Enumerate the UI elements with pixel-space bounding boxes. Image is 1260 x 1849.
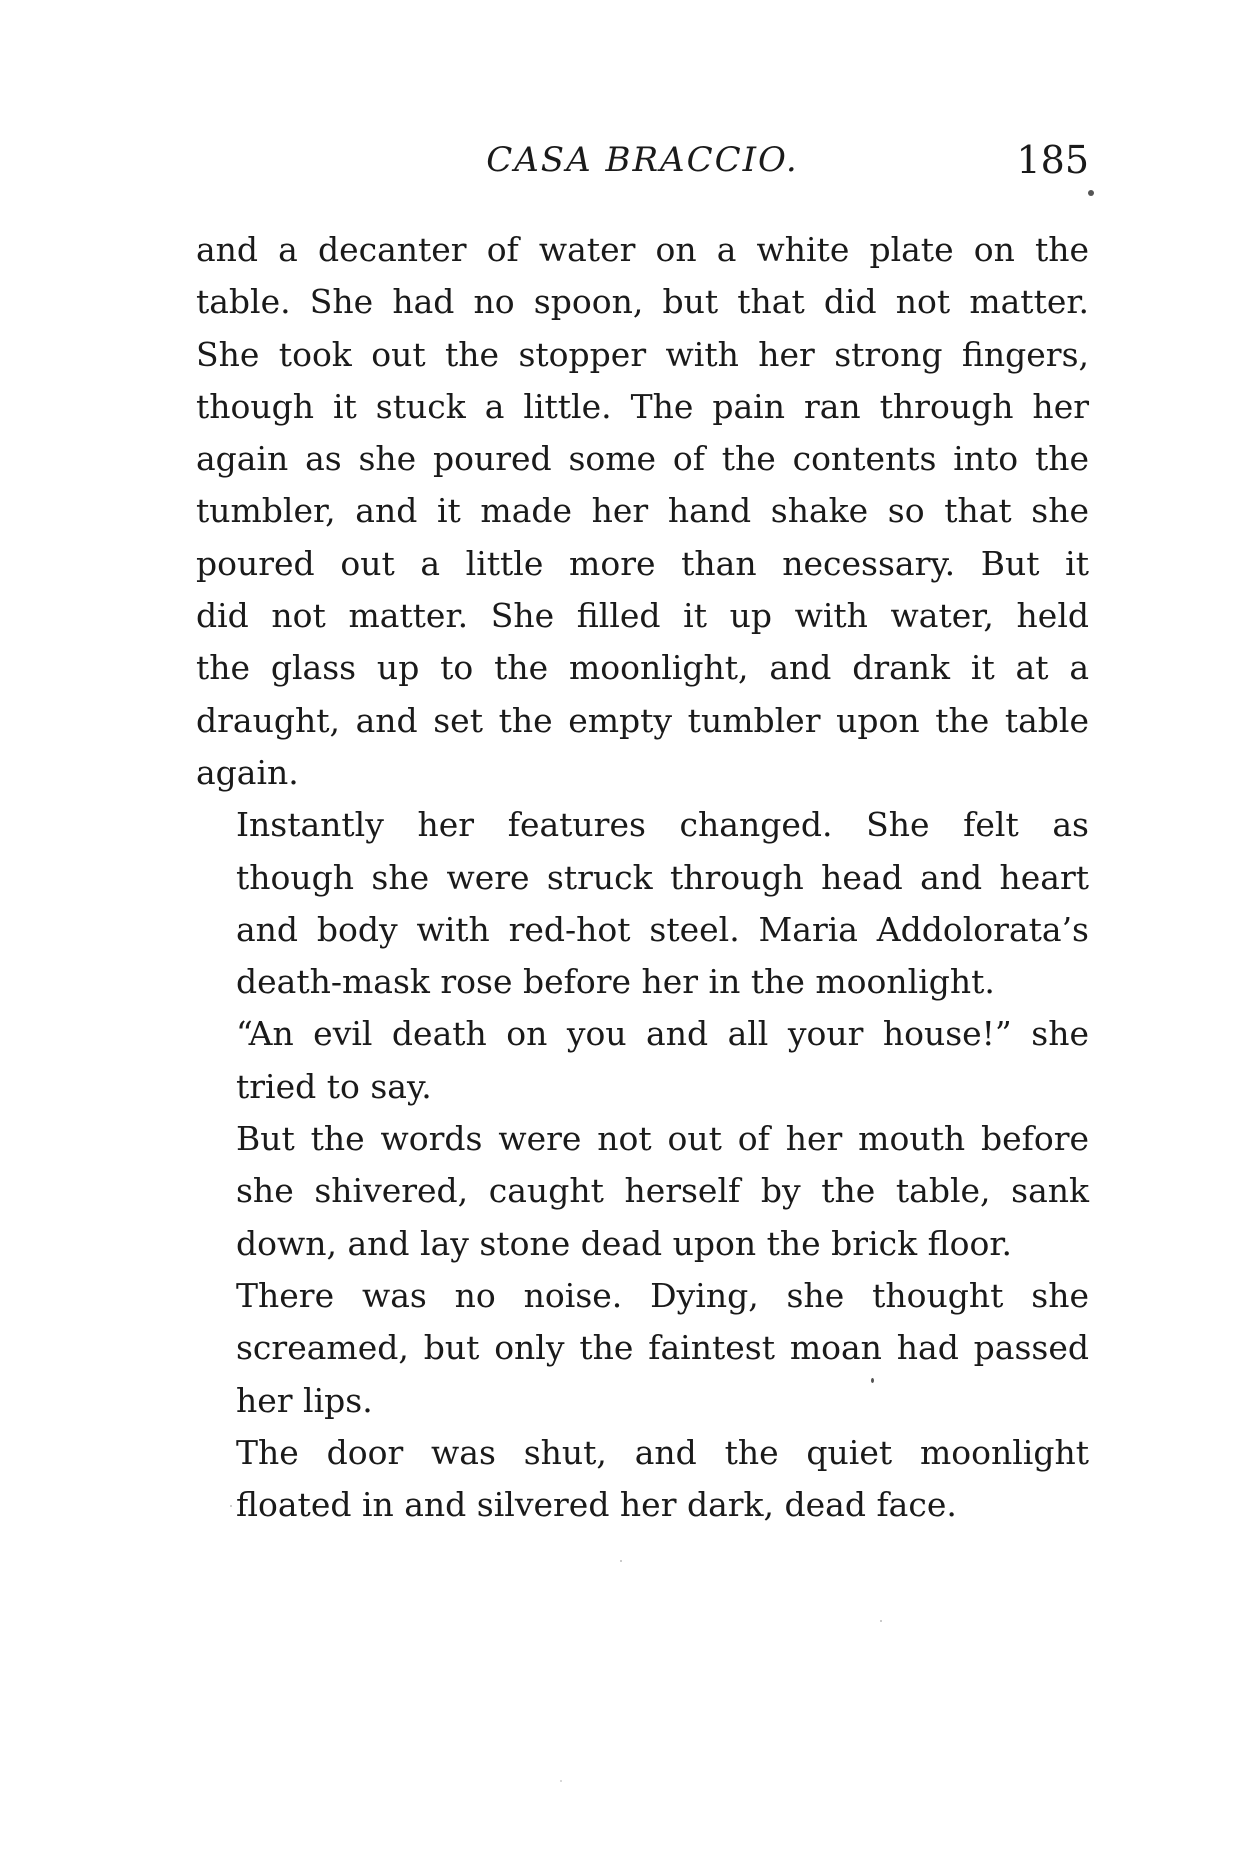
paragraph-4	[196, 1113, 1089, 1270]
text-line: her lips.	[236, 1380, 373, 1420]
text-line: tried to say.	[236, 1066, 432, 1106]
print-speck	[1088, 190, 1094, 196]
text-line: the glass up to the moonlight, and drank it at a	[196, 648, 1089, 688]
paragraph-2	[196, 799, 1089, 1008]
text-line: The door was shut, and the quiet moonlight	[236, 1432, 1089, 1472]
paragraph-6	[196, 1427, 1089, 1532]
text-line: tumbler, and it made her hand shake so that she	[196, 491, 1089, 531]
print-speck	[230, 1505, 232, 1507]
text-line: did not matter. She filled it up with water, held	[196, 596, 1089, 636]
text-line: table. She had no spoon, but that did not matter.	[196, 282, 1089, 322]
print-speck	[871, 1378, 874, 1383]
running-head	[196, 135, 1089, 185]
text-line: floated in and silvered her dark, dead face.	[236, 1485, 957, 1525]
paragraph-1	[196, 224, 1089, 799]
print-speck	[560, 1780, 562, 1782]
text-line: though it stuck a little. The pain ran through her	[196, 386, 1089, 426]
paragraph-3	[196, 1008, 1089, 1113]
text-line: screamed, but only the faintest moan had passed	[236, 1328, 1089, 1368]
text-line: But the words were not out of her mouth before	[236, 1119, 1089, 1159]
text-line: and a decanter of water on a white plate on the	[196, 230, 1089, 269]
print-speck	[620, 1560, 622, 1562]
text-line: “An evil death on you and all your house!” she	[236, 1014, 1089, 1054]
text-line: poured out a little more than necessary. But it	[196, 543, 1089, 583]
text-line: draught, and set the empty tumbler upon the table	[196, 700, 1089, 740]
text-line: Instantly her features changed. She felt as	[236, 805, 1089, 845]
text-line: She took out the stopper with her strong fingers,	[196, 334, 1089, 374]
text-line: though she were struck through head and heart	[236, 857, 1089, 897]
text-line: down, and lay stone dead upon the brick floor.	[236, 1223, 1012, 1263]
text-line: and body with red-hot steel. Maria Addolorata’s	[236, 909, 1089, 949]
text-line: again.	[196, 752, 299, 792]
body-text	[196, 224, 1089, 1531]
page-number: 185	[1016, 138, 1089, 182]
print-speck	[880, 1620, 882, 1622]
running-title: CASA BRACCIO.	[486, 140, 799, 180]
text-line: death-mask rose before her in the moonlight.	[236, 962, 995, 1002]
text-line: she shivered, caught herself by the table, sank	[236, 1171, 1089, 1211]
text-line: again as she poured some of the contents into the	[196, 439, 1089, 479]
text-line: There was no noise. Dying, she thought she	[236, 1275, 1089, 1315]
paragraph-5	[196, 1270, 1089, 1427]
